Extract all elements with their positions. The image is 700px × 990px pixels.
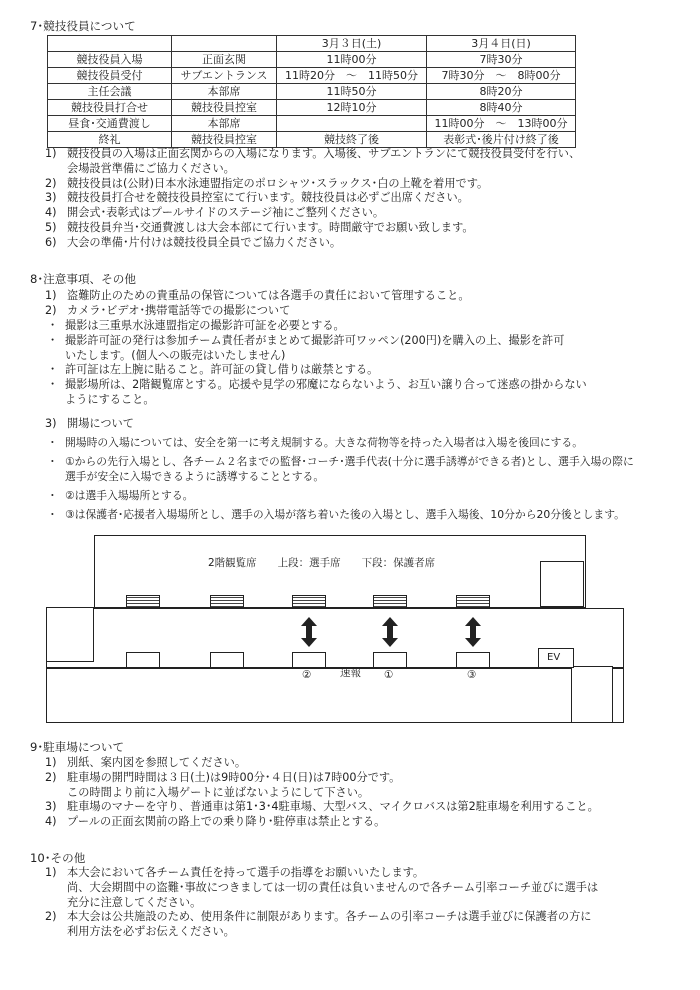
note-item: 1) 本大会において各チーム責任を持って選手の指導をお願いいたします。 尚、大会期間中の盗難･事故につきましては一切の責任は負いませんので各チーム引率コーチ並びに選手は 充分に注意してください。 <box>45 866 599 909</box>
section-9-notes <box>45 756 675 830</box>
venue-entrance-diagram <box>46 535 586 725</box>
gallery-seat <box>456 595 490 608</box>
entrance-3-door <box>456 652 490 668</box>
note-item: 6) 大会の準備･片付けは競技役員全員でご協力ください。 <box>45 235 342 249</box>
note-item: 1) 盗難防止のための貴重品の保管については各選手の責任において管理すること。 <box>45 289 470 302</box>
gallery-seat <box>373 595 407 608</box>
table-header-row <box>48 36 576 52</box>
cell-day1: 11時00分 <box>277 52 427 68</box>
entrance-2-label: ② <box>302 669 312 681</box>
bullet-item: ・ 撮影許可証の発行は参加チーム責任者がまとめて撮影許可ワッペン(200円)を購入の上、撮影を許可 いたします。(個人への販売はいたしません) <box>47 333 565 362</box>
entrance-2-door <box>292 652 326 668</box>
cell-day2: 7時30分 <box>427 52 576 68</box>
gallery-seating-block <box>94 535 586 608</box>
cell-item: 昼食･交通費渡し <box>48 116 172 132</box>
note-item: 2) 競技役員は(公財)日本水泳連盟指定のポロシャツ･スラックス･白の上靴を着用です。 <box>45 176 489 190</box>
note-item: 3) 競技役員打合せを競技役員控室にて行います。競技役員は必ずご出席ください。 <box>45 191 469 205</box>
entrance-1-label: ① <box>384 669 394 681</box>
section-8-notes <box>45 289 675 319</box>
note-item: 3) 開場について <box>45 417 134 430</box>
cell-place: 正面玄関 <box>172 52 277 68</box>
note-item: 1) 別紙、案内図を参照してください。 <box>45 756 247 769</box>
cell-place: サブエントランス <box>172 68 277 84</box>
entrance-3-label: ③ <box>467 669 477 681</box>
note-item: 1) 競技役員の入場は正面玄関からの入場になります。入場後、サブエントランにて競技役員受付を行い、 会場設営準備にご協力ください。 <box>45 147 581 175</box>
cell-place: 本部席 <box>172 84 277 100</box>
cell-day1: 12時10分 <box>277 100 427 116</box>
section-10-heading: 10･その他 <box>30 851 86 865</box>
lower-right-stairs <box>571 666 613 723</box>
door-marker <box>210 652 244 668</box>
header-day2: 3月４日(日) <box>427 36 576 52</box>
bullet-item: ・ ①からの先行入場とし、各チーム２名までの監督･コーチ･選手代表(十分に選手誘導ができる者)とし、選手入場の際に 選手が安全に入場できるように誘導することとする。 <box>47 455 634 483</box>
bullet-item: ・ 撮影場所は、2階観覧席とする。応援や見学の邪魔にならないよう、お互い譲り合って迷惑の掛からない ようにすること。 <box>47 378 587 406</box>
cell-day2: 7時30分 ～ 8時00分 <box>427 68 576 84</box>
officials-schedule-table <box>47 35 576 148</box>
section-8-notes-3 <box>45 417 675 432</box>
cell-day1: 11時20分 ～ 11時50分 <box>277 68 427 84</box>
photography-bullets <box>47 319 677 408</box>
note-item: 2) カメラ･ビデオ･携帯電話等での撮影について <box>45 303 291 317</box>
results-board-label: 速報 <box>340 667 361 679</box>
entry-bullets <box>47 436 687 522</box>
header-day1: 3月３日(土) <box>277 36 427 52</box>
cell-item: 主任会議 <box>48 84 172 100</box>
cell-day1: 競技終了後 <box>277 132 427 148</box>
cell-day2: 11時00分 ～ 13時00分 <box>427 116 576 132</box>
table-row <box>48 132 576 148</box>
note-item: 5) 競技役員弁当･交通費渡しは大会本部にて行います。時間厳守でお願い致します。 <box>45 220 474 234</box>
section-10-notes <box>45 866 675 940</box>
cell-day1 <box>277 116 427 132</box>
bullet-item: ・ ②は選手入場場所とする。 <box>47 488 194 502</box>
cell-item: 競技役員打合せ <box>48 100 172 116</box>
bullet-item: ・ ③は保護者･応援者入場場所とし、選手の入場が落ち着いた後の入場とし、選手入場後、10分から20分後とします。 <box>47 508 625 521</box>
cell-day1: 11時50分 <box>277 84 427 100</box>
gallery-seat <box>210 595 244 608</box>
cell-item: 競技役員受付 <box>48 68 172 84</box>
table-row <box>48 116 576 132</box>
bullet-item: ・ 開場時の入場については、安全を第一に考え規制する。大きな荷物等を持った入場者は入場を後回にする。 <box>47 436 584 449</box>
cell-item: 競技役員入場 <box>48 52 172 68</box>
cell-day2: 8時40分 <box>427 100 576 116</box>
section-9-heading: 9･駐車場について <box>30 740 125 754</box>
entrance-1-door <box>373 652 407 668</box>
ground-floor-block <box>46 668 624 723</box>
two-way-arrow-icon <box>465 617 481 647</box>
note-item: 2) 本大会は公共施設のため、使用条件に制限があります。各チームの引率コーチは選手並びに保護者の方に 利用方法を必ずお伝えください。 <box>45 910 592 939</box>
cell-day2: 8時20分 <box>427 84 576 100</box>
gallery-seating-label: 2階観覧席 上段：選手席 下段：保護者席 <box>208 557 436 569</box>
gallery-seat <box>292 595 326 608</box>
cell-place: 競技役員控室 <box>172 132 277 148</box>
note-item: 3) 駐車場のマナーを守り、普通車は第1･3･4駐車場、大型バス、マイクロバスは第2駐車場を利用すること。 <box>45 800 599 814</box>
door-marker <box>126 652 160 668</box>
elevator-label: EV <box>547 652 561 663</box>
table-row <box>48 52 576 68</box>
section-7-notes <box>45 147 675 250</box>
section-8-heading: 8･注意事項、その他 <box>30 272 136 286</box>
gallery-seat <box>126 595 160 608</box>
cell-place: 本部席 <box>172 116 277 132</box>
note-item: 2) 駐車場の開門時間は３日(土)は9時00分･４日(日)は7時00分です。 この時間より前に入場ゲートに並ばないようにして下さい。 <box>45 770 401 799</box>
note-item: 4) 開会式･表彰式はプールサイドのステージ袖にご整列ください。 <box>45 206 385 220</box>
cell-day2: 表彰式･後片付け終了後 <box>427 132 576 148</box>
table-row <box>48 84 576 100</box>
left-stairs <box>46 607 94 662</box>
note-item: 4) プールの正面玄関前の路上での乗り降り･駐停車は禁止とする。 <box>45 815 386 829</box>
section-7-heading: 7･競技役員について <box>30 19 136 33</box>
table-row <box>48 68 576 84</box>
table-row <box>48 100 576 116</box>
bullet-item: ・ 撮影は三重県水泳連盟指定の撮影許可証を必要とする。 <box>47 319 345 332</box>
upper-right-stairs <box>540 561 584 607</box>
cell-place: 競技役員控室 <box>172 100 277 116</box>
bullet-item: ・ 許可証は左上腕に貼ること。許可証の貸し借りは厳禁とする。 <box>47 363 379 377</box>
two-way-arrow-icon <box>382 617 398 647</box>
two-way-arrow-icon <box>301 617 317 647</box>
cell-item: 終礼 <box>48 132 172 148</box>
